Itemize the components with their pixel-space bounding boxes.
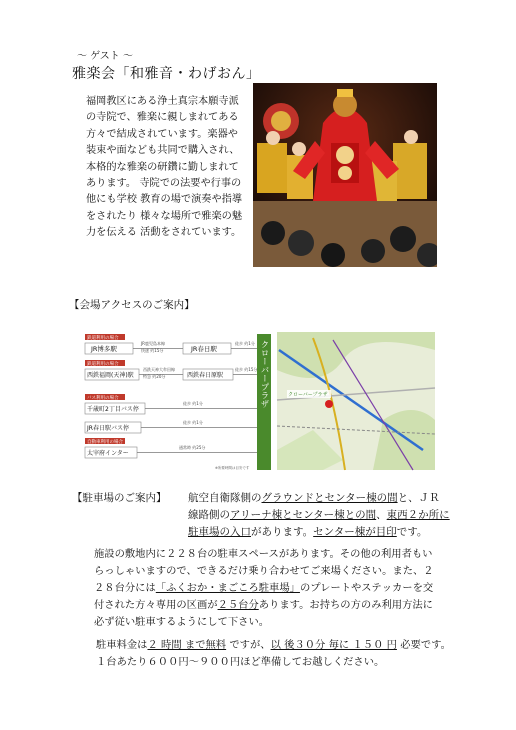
description-line: 福岡教区にある浄土真宗本願寺派 [86, 96, 239, 107]
lead-text: と、ＪＲ線路側の [188, 492, 440, 521]
fee-text: 必要です。 [396, 639, 451, 651]
fee-text: 駐車料金は [96, 639, 148, 651]
access-map-block [83, 330, 437, 472]
description-line: 他にも学校 教育の場で演奏や指導 [86, 194, 243, 206]
route-destination: 西鉄春日原駅 [187, 372, 224, 379]
route-walk: 徒歩 約1分 [183, 420, 203, 425]
fee-text: ですが、 [226, 639, 271, 651]
venue-marker [325, 400, 333, 408]
lead-text: 、 [376, 509, 387, 521]
fee-underlined: 以 後３０分 毎に １５０ 円 [270, 639, 397, 651]
fee-line-2: １台あたり６００円～９００円ほど準備してお越しください。 [96, 656, 385, 668]
performance-photo [253, 83, 437, 267]
route-category: 鉄道利用の場合 [87, 362, 119, 367]
para-text: 施設の敷地内に２２８台の駐車スペースがあります。その他の利用者もいらっしゃいますので、できるだけ乗り合わせてご来場ください。また、２２８台分には [94, 548, 434, 594]
route-walk: 徒歩 約15分 [235, 367, 258, 372]
para-underlined: 「ふくおか・まごころ駐車場」 [155, 582, 300, 594]
route-walk: 徒歩 約1分 [183, 401, 203, 406]
venue-name: クローバープラザ [259, 340, 269, 408]
para-text: あります。お持ちの方のみ利用方法に必ず従い駐車するようにして下さい。 [94, 599, 433, 628]
route-origin: 千歳町2丁目バス停 [87, 406, 139, 413]
para-underlined: ２５台分 [217, 599, 259, 611]
lead-text: です。 [396, 526, 428, 538]
group-description [86, 94, 251, 242]
description-line: あります。 寺院での法要や行事の [86, 178, 242, 190]
route-origin: JR博多駅 [91, 345, 117, 353]
route-category: 鉄道利用の場合 [87, 336, 119, 341]
route-drive-time: 通常時 約25分 [179, 445, 206, 450]
route-line: JR鹿児島本線 [141, 341, 165, 346]
route-time: 快速 約15分 [141, 348, 164, 353]
parking-heading: 【駐車場のご案内】 [72, 492, 167, 504]
route-footnote: ※所要時間は目安です [215, 466, 250, 470]
lead-text: があります。 [251, 526, 314, 538]
description-line: 力を伝える 活動をされています。 [86, 227, 242, 239]
route-category: バス利用の場合 [87, 396, 119, 401]
fee-line [96, 637, 476, 654]
lead-underlined: アリーナ棟とセンター棟との間 [230, 509, 377, 521]
route-category: 自動車利用の場合 [87, 440, 123, 445]
description-line: 装束や面なども共同で購入され、 [86, 145, 240, 157]
access-heading: 【会場アクセスのご案内】 [69, 299, 195, 311]
description-line: 本格的な雅楽の研鑽に勤しまれて [86, 161, 239, 173]
description-line: 方々で結成されています。楽器や [86, 128, 238, 140]
route-destination: JR春日駅 [191, 345, 217, 353]
guest-label: ～ ゲスト ～ [77, 51, 133, 62]
map-venue-logo: クローバープラザ [288, 392, 328, 398]
area-map [277, 332, 435, 470]
para-text: のプレートやステッカーを交付された方々専用の区画が [94, 582, 434, 611]
description-line: の寺院で、雅楽に親しまれてある [86, 112, 239, 124]
group-title: 雅楽会「和雅音・わげおん」 [72, 66, 261, 82]
parking-capacity-info [94, 546, 437, 631]
lead-underlined: グラウンドとセンター棟の間 [261, 492, 398, 504]
parking-fee-info [96, 637, 476, 671]
fee-underlined: ２ 時間 まで無料 [147, 639, 227, 651]
route-time: 特急 約20分 [143, 374, 166, 379]
route-walk: 徒歩 約1分 [235, 341, 255, 346]
lead-text: 航空自衛隊側の [188, 492, 262, 504]
route-line: 西鉄天神大牟田線 [143, 367, 175, 372]
route-origin: 西鉄福岡(天神)駅 [87, 372, 134, 379]
lead-underlined: 東西２か所に駐車場の入口 [188, 509, 450, 538]
route-origin: 太宰府インター [87, 450, 129, 457]
route-origin: JR春日駅バス停 [87, 425, 129, 432]
description-line: をされたり 様々な場所で雅楽の魅 [86, 210, 243, 222]
parking-entrance-info [188, 490, 450, 541]
lead-underlined: センター棟が目印 [313, 526, 397, 538]
